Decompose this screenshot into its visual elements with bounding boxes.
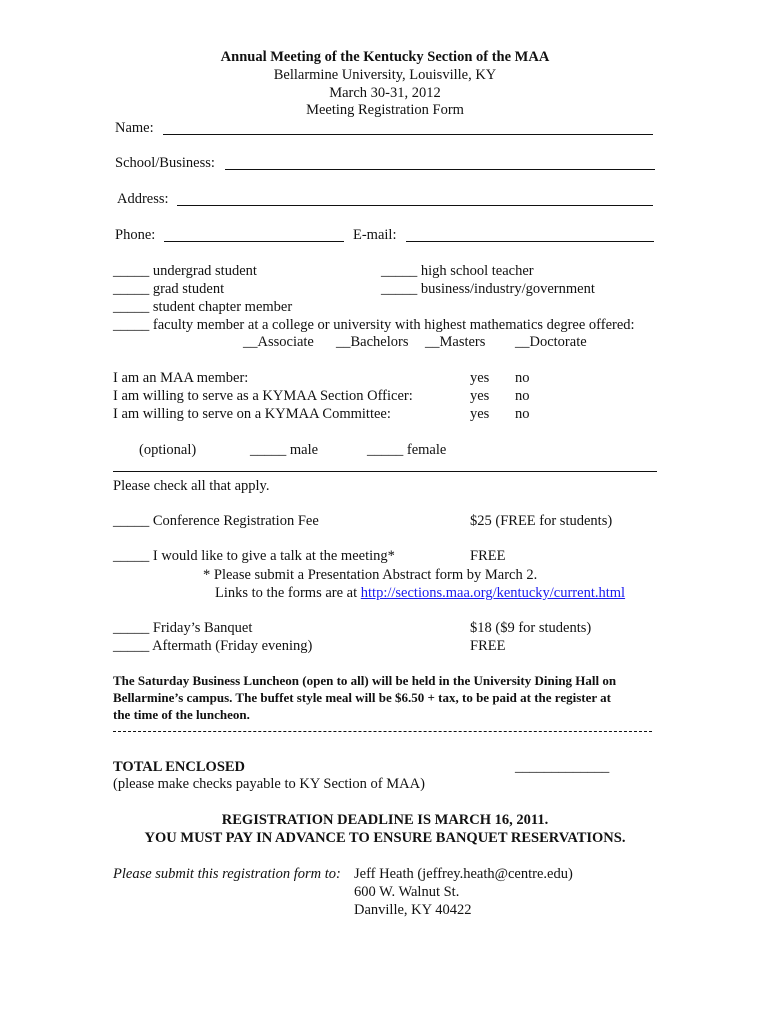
address-label: Address: [117, 191, 169, 207]
luncheon-line-1: The Saturday Business Luncheon (open to all) will be held in the University Dining Hall on [113, 673, 617, 688]
phone-field[interactable] [164, 241, 344, 242]
links-note-text: Links to the forms are at [215, 585, 361, 601]
deadline-line-1: REGISTRATION DEADLINE IS MARCH 16, 2011. [221, 812, 549, 828]
name-label: Name: [115, 120, 154, 136]
luncheon-line-2: Bellarmine’s campus. The buffet style meal will be $6.50 + tax, to be paid at the register at [113, 690, 611, 705]
name-field[interactable] [163, 134, 653, 135]
address-field[interactable] [177, 205, 653, 206]
registration-fee-item[interactable]: _____ Conference Registration Fee [113, 513, 319, 529]
gender-optional-label: (optional) [139, 442, 197, 458]
aftermath-price: FREE [470, 638, 506, 654]
check-instruction: Please check all that apply. [113, 478, 270, 494]
abstract-note: * Please submit a Presentation Abstract form by March 2. [203, 567, 538, 583]
registration-fee-price: $25 (FREE for students) [470, 513, 613, 529]
degree-doctorate[interactable]: __Doctorate [515, 334, 587, 350]
form-name: Meeting Registration Form [306, 102, 464, 118]
links-note [215, 584, 625, 602]
venue: Bellarmine University, Louisville, KY [273, 67, 497, 83]
section-divider [113, 471, 657, 472]
talk-item[interactable]: _____ I would like to give a talk at the meeting* [113, 548, 395, 564]
question-section-officer: I am willing to serve as a KYMAA Section Officer: [113, 388, 413, 404]
cut-line [113, 731, 652, 732]
category-grad[interactable]: _____ grad student [113, 281, 225, 297]
category-hs-teacher[interactable]: _____ high school teacher [381, 263, 534, 279]
meeting-dates: March 30-31, 2012 [329, 85, 441, 101]
category-business[interactable]: _____ business/industry/government [381, 281, 595, 297]
category-undergrad[interactable]: _____ undergrad student [113, 263, 257, 279]
submit-street: 600 W. Walnut St. [354, 884, 460, 900]
submit-contact: Jeff Heath (jeffrey.heath@centre.edu) [354, 866, 573, 882]
question-maa-member: I am an MAA member: [113, 370, 249, 386]
forms-link[interactable]: http://sections.maa.org/kentucky/current.html [360, 585, 626, 601]
talk-price: FREE [470, 548, 506, 564]
deadline-line-2: YOU MUST PAY IN ADVANCE TO ENSURE BANQUET RESERVATIONS. [144, 830, 626, 846]
answer-yes[interactable]: yes [470, 370, 490, 386]
page-title: Annual Meeting of the Kentucky Section of the MAA [220, 49, 550, 65]
email-field[interactable] [406, 241, 654, 242]
school-field[interactable] [225, 169, 655, 170]
total-enclosed-field[interactable]: _____________ [515, 759, 610, 775]
category-faculty[interactable]: _____ faculty member at a college or university with highest mathematics degree offered: [113, 317, 635, 333]
question-committee: I am willing to serve on a KYMAA Committee: [113, 406, 391, 422]
category-chapter[interactable]: _____ student chapter member [113, 299, 293, 315]
aftermath-item[interactable]: _____ Aftermath (Friday evening) [113, 638, 313, 654]
luncheon-line-3: the time of the luncheon. [113, 707, 250, 722]
answer-no[interactable]: no [515, 370, 530, 386]
degree-bachelors[interactable]: __Bachelors [336, 334, 409, 350]
banquet-item[interactable]: _____ Friday’s Banquet [113, 620, 253, 636]
gender-female[interactable]: _____ female [367, 442, 447, 458]
degree-masters[interactable]: __Masters [425, 334, 486, 350]
answer-yes[interactable]: yes [470, 406, 490, 422]
degree-associate[interactable]: __Associate [243, 334, 314, 350]
submit-city: Danville, KY 40422 [354, 902, 472, 918]
gender-male[interactable]: _____ male [250, 442, 319, 458]
submit-label: Please submit this registration form to: [113, 866, 341, 882]
answer-no[interactable]: no [515, 406, 530, 422]
phone-label: Phone: [115, 227, 156, 243]
banquet-price: $18 ($9 for students) [470, 620, 592, 636]
payable-note: (please make checks payable to KY Section of MAA) [113, 776, 425, 792]
answer-no[interactable]: no [515, 388, 530, 404]
answer-yes[interactable]: yes [470, 388, 490, 404]
total-enclosed-label: TOTAL ENCLOSED [113, 759, 246, 775]
email-label: E-mail: [353, 227, 397, 243]
school-label: School/Business: [115, 155, 215, 171]
